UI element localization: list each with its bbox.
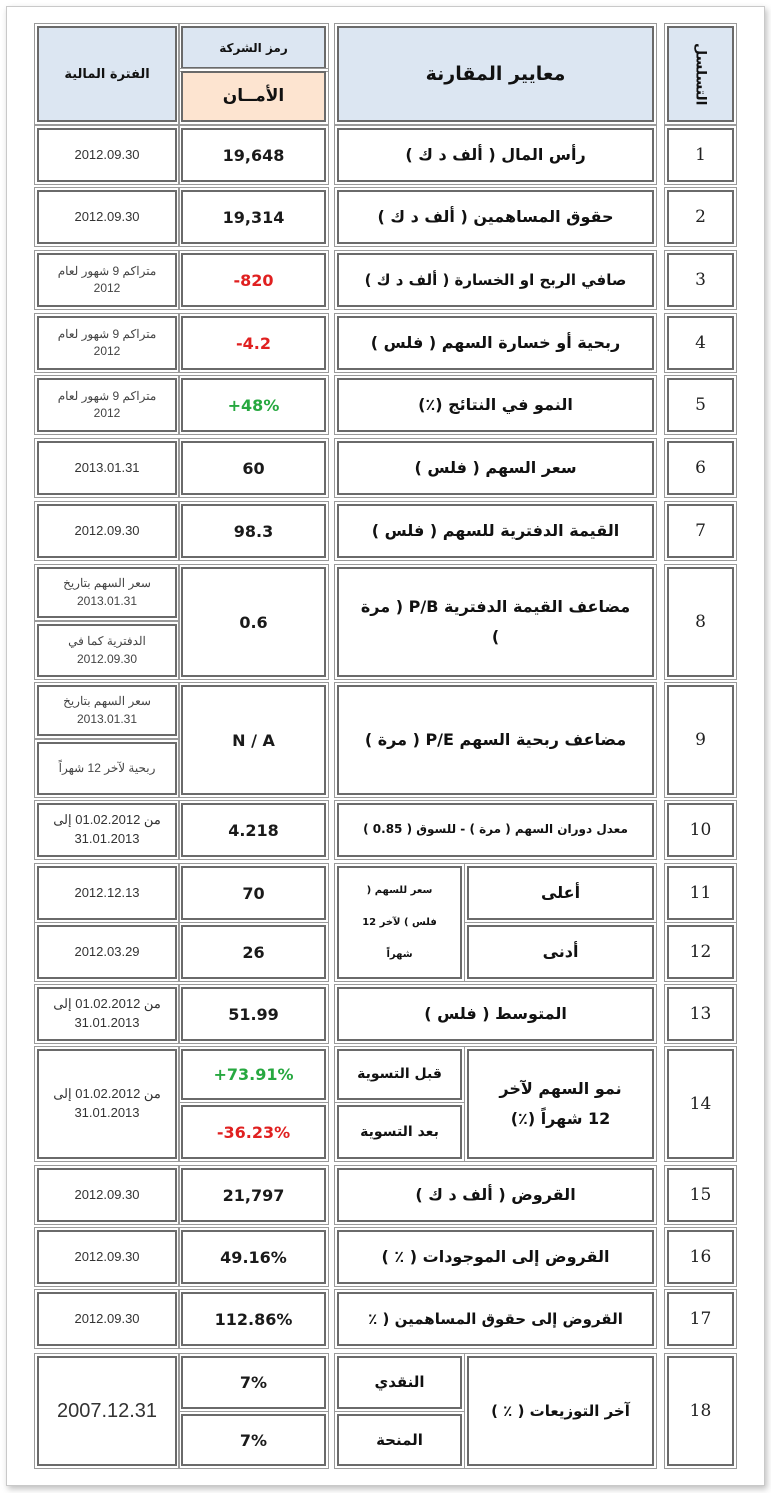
row-6-period: 2013.01.31: [37, 441, 177, 495]
row-13-value: 51.99: [181, 987, 326, 1041]
serial-header-label: التسلسل: [692, 42, 709, 106]
row-4-value: -4.2: [181, 316, 326, 370]
row-8-value: 0.6: [181, 567, 326, 677]
row-5-metric: النمو في النتائج (٪): [337, 378, 654, 432]
row-17-value: 112.86%: [181, 1292, 326, 1346]
row-16-value: 49.16%: [181, 1230, 326, 1284]
row-18-period: 2007.12.31: [37, 1356, 177, 1466]
row-3-value: -820: [181, 253, 326, 307]
row-3-serial: 3: [667, 253, 734, 307]
row-2-serial: 2: [667, 190, 734, 244]
row-18-serial: 18: [667, 1356, 734, 1466]
row-17-period: 2012.09.30: [37, 1292, 177, 1346]
row-15-value: 21,797: [181, 1168, 326, 1222]
row-11-period: 2012.12.13: [37, 866, 177, 920]
row-9-serial: 9: [667, 685, 734, 795]
row-7-serial: 7: [667, 504, 734, 558]
row-8-period-book: الدفترية كما في 2012.09.30: [37, 624, 177, 677]
row-8-metric: مضاعف القيمة الدفترية P/B ( مرة ): [337, 567, 654, 677]
row-16-metric: القروض إلى الموجودات ( ٪ ): [337, 1230, 654, 1284]
row-16-serial: 16: [667, 1230, 734, 1284]
row-14-value-before: +73.91%: [181, 1049, 326, 1100]
row-15-serial: 15: [667, 1168, 734, 1222]
row-5-period: متراكم 9 شهور لعام 2012: [37, 378, 177, 432]
row-15-period: 2012.09.30: [37, 1168, 177, 1222]
row-14-after-label: بعد التسوية: [337, 1105, 462, 1159]
row-2-value: 19,314: [181, 190, 326, 244]
row-1-metric: رأس المال ( ألف د ك ): [337, 128, 654, 182]
row-8-serial: 8: [667, 567, 734, 677]
row-1-period: 2012.09.30: [37, 128, 177, 182]
company-code-header: رمز الشركة: [181, 26, 326, 69]
row-9-period-price: سعر السهم بتاريخ 2013.01.31: [37, 685, 177, 736]
row-14-metric: نمو السهم لآخر 12 شهراً (٪): [467, 1049, 654, 1159]
company-name: الأمــان: [181, 71, 326, 122]
row-10-period: من 01.02.2012 إلى 31.01.2013: [37, 803, 177, 857]
row-17-serial: 17: [667, 1292, 734, 1346]
row-3-period: متراكم 9 شهور لعام 2012: [37, 253, 177, 307]
row-18-bonus-label: المنحة: [337, 1414, 462, 1466]
row-12-serial: 12: [667, 925, 734, 979]
row-13-metric: المتوسط ( فلس ): [337, 987, 654, 1041]
row-6-metric: سعر السهم ( فلس ): [337, 441, 654, 495]
price-last-12-months-group: سعر للسهم ( فلس ) لآخر 12 شهراً: [337, 866, 462, 979]
row-1-serial: 1: [667, 128, 734, 182]
row-17-metric: القروض إلى حقوق المساهمين ( ٪: [337, 1292, 654, 1346]
row-7-value: 98.3: [181, 504, 326, 558]
row-18-cash-label: النقدي: [337, 1356, 462, 1409]
row-5-value: +48%: [181, 378, 326, 432]
row-13-serial: 13: [667, 987, 734, 1041]
row-9-metric: مضاعف ربحية السهم P/E ( مرة ): [337, 685, 654, 795]
row-12-metric: أدنى: [467, 925, 654, 979]
row-4-metric: ربحية أو خسارة السهم ( فلس ): [337, 316, 654, 370]
row-12-value: 26: [181, 925, 326, 979]
row-11-serial: 11: [667, 866, 734, 920]
row-6-serial: 6: [667, 441, 734, 495]
row-15-metric: القروض ( ألف د ك ): [337, 1168, 654, 1222]
row-10-serial: 10: [667, 803, 734, 857]
row-16-period: 2012.09.30: [37, 1230, 177, 1284]
row-9-period-eps: ربحية لآخر 12 شهراً: [37, 742, 177, 795]
row-13-period: من 01.02.2012 إلى 31.01.2013: [37, 987, 177, 1041]
row-5-serial: 5: [667, 378, 734, 432]
row-6-value: 60: [181, 441, 326, 495]
row-8-period-price: سعر السهم بتاريخ 2013.01.31: [37, 567, 177, 618]
row-18-cash-value: 7%: [181, 1356, 326, 1409]
row-7-period: 2012.09.30: [37, 504, 177, 558]
row-12-period: 2012.03.29: [37, 925, 177, 979]
serial-header: [667, 26, 734, 122]
row-4-serial: 4: [667, 316, 734, 370]
row-7-metric: القيمة الدفترية للسهم ( فلس ): [337, 504, 654, 558]
row-14-period: من 01.02.2012 إلى 31.01.2013: [37, 1049, 177, 1159]
row-2-metric: حقوق المساهمين ( ألف د ك ): [337, 190, 654, 244]
row-1-value: 19,648: [181, 128, 326, 182]
row-2-period: 2012.09.30: [37, 190, 177, 244]
criteria-header: معايير المقارنة: [337, 26, 654, 122]
row-11-metric: أعلى: [467, 866, 654, 920]
row-14-before-label: قبل التسوية: [337, 1049, 462, 1100]
row-18-metric: آخر التوزيعات ( ٪ ): [467, 1356, 654, 1466]
row-10-value: 4.218: [181, 803, 326, 857]
row-14-value-after: -36.23%: [181, 1105, 326, 1159]
row-3-metric: صافي الربح او الخسارة ( ألف د ك ): [337, 253, 654, 307]
row-18-bonus-value: 7%: [181, 1414, 326, 1466]
row-4-period: متراكم 9 شهور لعام 2012: [37, 316, 177, 370]
row-9-value: N / A: [181, 685, 326, 795]
row-10-metric: معدل دوران السهم ( مرة ) - للسوق ( 0.85 ): [337, 803, 654, 857]
row-14-serial: 14: [667, 1049, 734, 1159]
row-11-value: 70: [181, 866, 326, 920]
period-header: الفترة المالية: [37, 26, 177, 122]
